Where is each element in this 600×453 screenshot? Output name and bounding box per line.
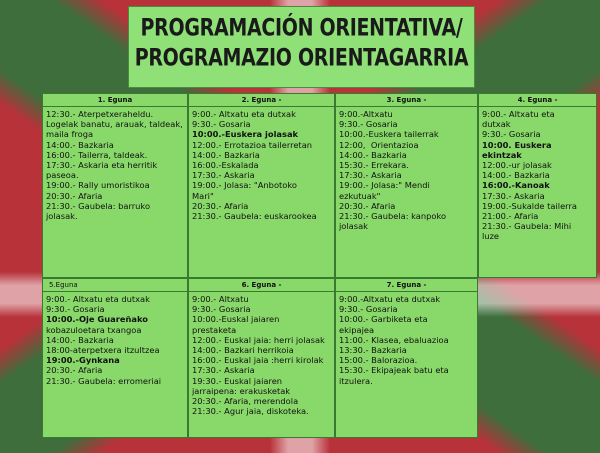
schedule-line: 14:00.- Bazkaria <box>192 149 260 160</box>
schedule-line: 19:00.-Gynkana <box>46 355 120 366</box>
schedule-line: 17:30.- Askaria <box>192 170 255 181</box>
schedule-line: 15:00.- Balorazioa. <box>339 355 418 366</box>
day-6-header: 6. Eguna - <box>189 279 334 292</box>
schedule-line: 19:00.-Sukalde tailerra <box>482 200 577 211</box>
schedule-line: maila froga <box>46 129 94 140</box>
day-2-cell <box>188 93 335 278</box>
schedule-line: 10:00.- Garbiketa eta <box>339 314 428 325</box>
schedule-line: Logelak banatu, arauak, taldeak, <box>46 119 183 130</box>
schedule-line: 17:30.- Askaria <box>339 170 402 181</box>
schedule-line: 14:00.- Bazkaria <box>339 149 407 160</box>
schedule-line: 10:00.-Euskera tailerrak <box>339 129 439 140</box>
schedule-line: 9:00.-Altxatu <box>339 109 393 119</box>
schedule-line: 21:30.- Gaubela: barruko <box>46 200 151 211</box>
schedule-line: 14:00.- Bazkaria <box>46 334 114 345</box>
schedule-line: 9:00.- Altxatu <box>192 294 249 304</box>
day-6-lines <box>189 292 334 416</box>
schedule-line: 16:00.- Tailerra, taldeak. <box>46 149 148 160</box>
schedule-line: 9:30.- Gosaria <box>339 119 398 130</box>
schedule-line: 19:00.- Jolasa: "Anbotoko <box>192 180 297 191</box>
schedule-line: 17:30.- Askaria <box>192 365 255 376</box>
schedule-line: ezkutuak" <box>339 190 381 201</box>
schedule-line: jarraipena: erakusketak <box>192 385 291 396</box>
schedule-line: 10:00. Euskera ekintzak <box>482 139 555 160</box>
schedule-line: 16:00.-Eskalada <box>192 160 259 171</box>
day-4-header: 4. Eguna - <box>479 94 596 107</box>
schedule-line: 21:30.- Gaubela: erromeriai <box>46 375 162 386</box>
day-7-header: 7. Eguna - <box>336 279 477 292</box>
schedule-line: 15:30.- Ekipajeak batu eta <box>339 365 449 376</box>
day-2-header: 2. Eguna - <box>189 94 334 107</box>
empty-cell <box>478 278 597 438</box>
schedule-line: 21:00.- Afaria <box>482 211 539 222</box>
schedule-line: 11:00.- Klasea, ebaluazioa <box>339 334 449 345</box>
schedule-line: itzulera. <box>339 375 373 386</box>
schedule-line: 14:00.- Bazkaria <box>46 139 114 150</box>
schedule-line: 21:30.- Gaubela: kanpoko <box>339 211 447 222</box>
schedule-line: 19:30.- Euskal jaiaren <box>192 375 283 386</box>
schedule-line: kobazuloetara txangoa <box>46 324 142 335</box>
schedule-line: 12:30.- Aterpetxeraheldu. <box>46 109 154 119</box>
schedule-line: 20:30.- Afaria <box>46 365 103 376</box>
day-5-header: 5.Eguna <box>43 279 187 292</box>
schedule-line: jolasak <box>339 221 368 232</box>
schedule-line: 19:00.- Jolasa:" Mendi <box>339 180 430 191</box>
schedule-line: 12:00.- Errotazioa tailerretan <box>192 139 313 150</box>
schedule-line: 9:30.- Gosaria <box>339 304 398 315</box>
schedule-line: 9:00.- Altxatu eta dutxak <box>192 109 296 119</box>
schedule-line: 17:30.- Askaria <box>482 190 545 201</box>
schedule-line: paseoa. <box>46 170 79 181</box>
schedule-line: 10:00.-Euskera jolasak <box>192 129 299 140</box>
schedule-line: 21:30.- Gaubela: Mihi <box>482 221 572 232</box>
title-box <box>128 6 475 88</box>
schedule-line: 9:30.- Gosaria <box>482 129 541 140</box>
schedule-line: 20:30.- Afaria <box>339 200 396 211</box>
schedule-line: 14:00.- Bazkaria <box>482 170 550 181</box>
schedule-line: dutxak <box>482 119 511 130</box>
schedule-line: 9:30.- Gosaria <box>192 304 251 315</box>
day-3-cell <box>335 93 478 278</box>
schedule-line: 12:00.-ur jolasak <box>482 160 552 171</box>
schedule-line: 14:00.- Bazkari herrikoia <box>192 345 294 356</box>
schedule-line: 19:00.- Rally umoristikoa <box>46 180 150 191</box>
day-1-header: 1. Eguna <box>43 94 187 107</box>
schedule-line: jolasak. <box>46 211 78 222</box>
day-3-lines <box>336 107 477 231</box>
schedule-line: 20:30.- Afaria <box>192 200 249 211</box>
schedule-line: 9:30.- Gosaria <box>46 304 105 315</box>
day-6-cell <box>188 278 335 438</box>
schedule-line: 21:30.- Agur jaia, diskoteka. <box>192 406 309 417</box>
schedule-line: 20:30.- Afaria <box>46 190 103 201</box>
day-5-lines <box>43 292 187 386</box>
schedule-line: 16:00.-Kanoak <box>482 180 550 191</box>
title-line-1: PROGRAMACIÓN ORIENTATIVA/ <box>140 14 463 42</box>
schedule-line: 15:30.- Errekara. <box>339 160 409 171</box>
day-2-lines <box>189 107 334 221</box>
day-1-lines <box>43 107 187 221</box>
schedule-line: 10:00.-Euskal jaiaren <box>192 314 280 325</box>
schedule-line: 21:30.- Gaubela: euskarookea <box>192 211 317 222</box>
schedule-grid <box>42 93 597 438</box>
schedule-line: prestaketa <box>192 324 237 335</box>
day-5-cell <box>42 278 188 438</box>
schedule-line: 12:00, Orientazioa <box>339 139 419 150</box>
schedule-line: 9:00.- Altxatu eta <box>482 109 555 119</box>
day-7-lines <box>336 292 477 386</box>
schedule-line: ekipajea <box>339 324 375 335</box>
day-7-cell <box>335 278 478 438</box>
day-4-cell <box>478 93 597 278</box>
schedule-line: luze <box>482 231 500 242</box>
schedule-line: 18:00-aterpetxera itzultzea <box>46 345 160 356</box>
schedule-line: 9:30.- Gosaria <box>192 119 251 130</box>
day-4-lines <box>479 107 596 242</box>
schedule-line: 9:00.-Altxatu eta dutxak <box>339 294 441 304</box>
day-1-cell <box>42 93 188 278</box>
day-3-header: 3. Eguna - <box>336 94 477 107</box>
schedule-line: Mari" <box>192 190 214 201</box>
schedule-line: 17:30.- Askaria eta herritik <box>46 160 158 171</box>
schedule-line: 10:00.-Oje Guareñako <box>46 314 148 325</box>
schedule-line: 16:00.- Euskal jaia :herri kirolak <box>192 355 324 366</box>
schedule-line: 20:30.- Afaria, merendola <box>192 396 299 407</box>
title-line-2: PROGRAMAZIO ORIENTAGARRIA <box>134 44 469 72</box>
schedule-line: 9:00.- Altxatu eta dutxak <box>46 294 150 304</box>
schedule-line: 13:30.- Bazkaria <box>339 345 407 356</box>
schedule-line: 12:00.- Euskal jaia: herri jolasak <box>192 334 325 345</box>
